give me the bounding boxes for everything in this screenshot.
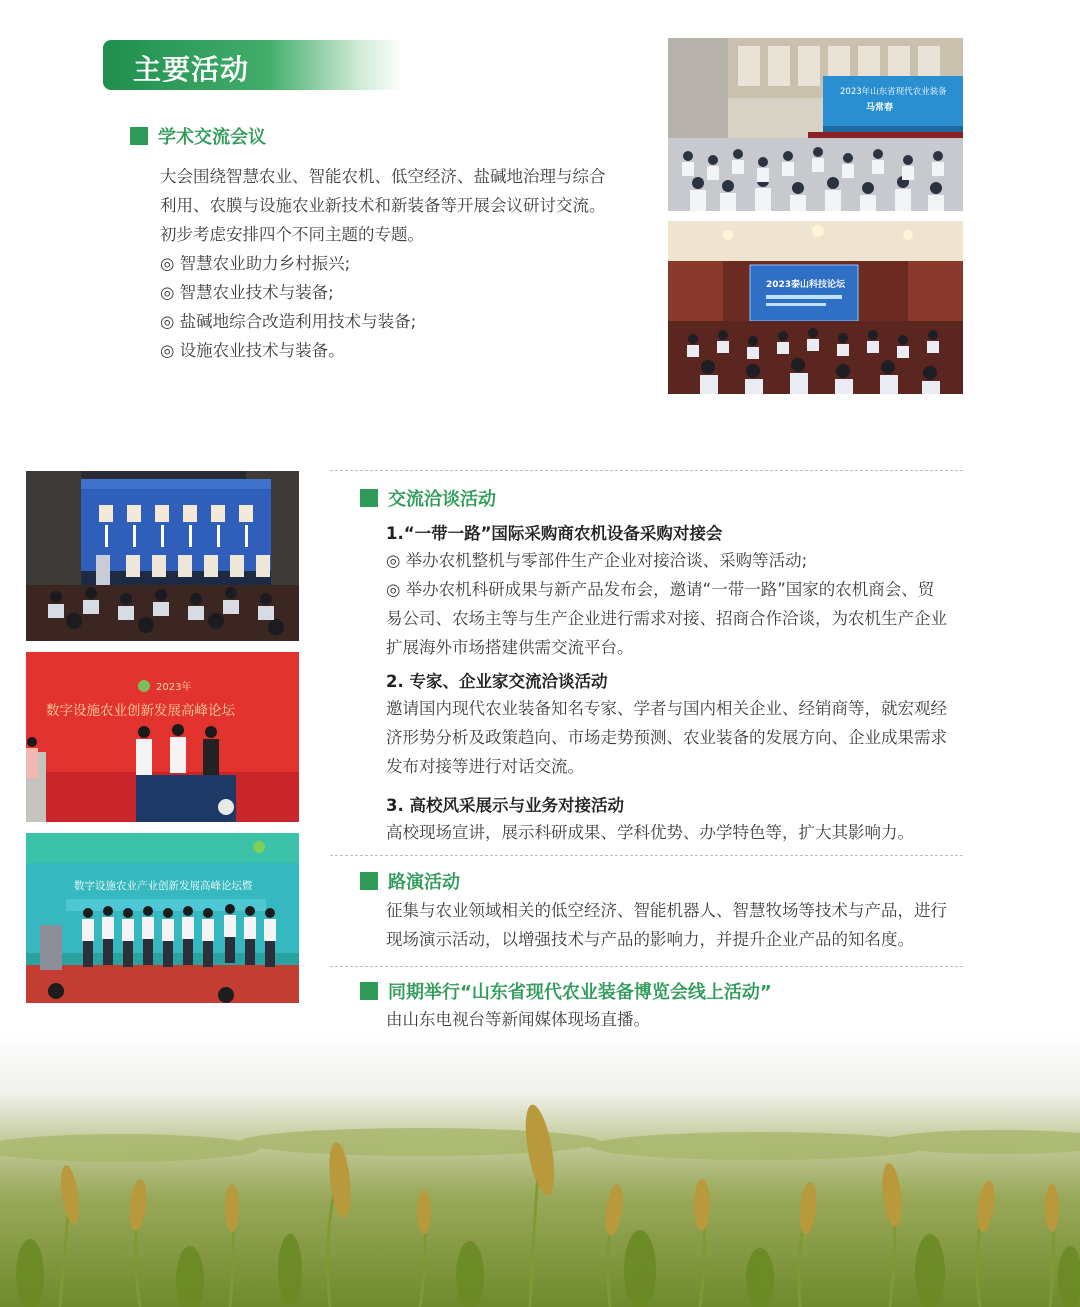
page-title: 主要活动 [133, 53, 250, 86]
exchange-item1-line: 扩展海外市场搭建供需交流平台。 [386, 638, 634, 657]
screen-year: 2023年 [156, 682, 192, 693]
academic-line: 大会围绕智慧农业、智能农机、低空经济、盐碱地治理与综合 [160, 167, 606, 186]
exchange-item3-line: 高校现场宣讲，展示科研成果、学科优势、办学特色等，扩大其影响力。 [386, 823, 914, 842]
academic-line: 利用、农膜与设施农业新技术和新装备等开展会议研讨交流。 [160, 196, 606, 215]
wheat-field-image [0, 1030, 1080, 1307]
panel-photo-3 [26, 833, 299, 1003]
divider [330, 855, 963, 856]
screen-title: 数字设施农业创新发展高峰论坛 [46, 703, 235, 719]
roadshow-line: 征集与农业领域相关的低空经济、智能机器人、智慧牧场等技术与产品，进行 [386, 901, 947, 920]
academic-line: 初步考虑安排四个不同主题的专题。 [160, 225, 424, 244]
academic-bullet: ◎ 智慧农业技术与装备; [160, 283, 334, 302]
square-marker-icon [360, 982, 378, 1000]
academic-header [130, 123, 266, 149]
exchange-header [360, 485, 496, 511]
exchange-title: 交流洽谈活动 [388, 489, 496, 510]
square-marker-icon [130, 127, 148, 145]
exchange-item2-line: 发布对接等进行对话交流。 [386, 757, 584, 776]
screen-title: 2023年山东省现代农业装备 [840, 87, 947, 97]
panel-photo-2 [26, 652, 299, 822]
academic-bullet: ◎ 盐碱地综合改造利用技术与装备; [160, 312, 417, 331]
conference-photo-1 [668, 38, 963, 211]
exchange-item3-title: 3. 高校风采展示与业务对接活动 [386, 796, 624, 815]
roadshow-text [386, 896, 947, 954]
screen-speaker: 马常春 [866, 103, 894, 113]
roadshow-header [360, 868, 460, 894]
screen-title: 2023泰山科技论坛 [766, 280, 846, 290]
online-header [360, 978, 772, 1004]
screen-title: 数字设施农业产业创新发展高峰论坛暨 [74, 880, 253, 892]
roadshow-title: 路演活动 [388, 872, 460, 893]
online-title: 同期举行“山东省现代农业装备博览会线上活动” [388, 982, 772, 1003]
exchange-item1-line: 易公司、农场主等与生产企业进行需求对接、招商合作洽谈，为农机生产企业 [386, 609, 947, 628]
square-marker-icon [360, 872, 378, 890]
academic-bullet: ◎ 设施农业技术与装备。 [160, 341, 345, 360]
academic-text [160, 162, 606, 365]
online-line: 由山东电视台等新闻媒体现场直播。 [386, 1010, 650, 1029]
exchange-item3-text [386, 818, 914, 847]
conference-photo-2 [668, 221, 963, 394]
exchange-item2-line: 济形势分析及政策趋向、市场走势预测、农业装备的发展方向、企业成果需求 [386, 728, 947, 747]
divider [330, 470, 963, 471]
exchange-item1-line: ◎ 举办农机整机与零部件生产企业对接洽谈、采购等活动; [386, 551, 808, 570]
section-banner [103, 40, 403, 90]
panel-photo-1 [26, 471, 299, 641]
roadshow-line: 现场演示活动，以增强技术与产品的影响力，并提升企业产品的知名度。 [386, 930, 914, 949]
exchange-item2-title: 2. 专家、企业家交流洽谈活动 [386, 672, 608, 691]
academic-bullet: ◎ 智慧农业助力乡村振兴; [160, 254, 351, 273]
academic-title: 学术交流会议 [158, 127, 266, 148]
divider [330, 966, 963, 967]
exchange-item1-title: 1.“一带一路”国际采购商农机设备采购对接会 [386, 524, 723, 543]
square-marker-icon [360, 489, 378, 507]
exchange-item1-text [386, 546, 947, 662]
exchange-item2-text [386, 694, 947, 781]
exchange-item1-line: ◎ 举办农机科研成果与新产品发布会，邀请“一带一路”国家的农机商会、贸 [386, 580, 935, 599]
exchange-item2-line: 邀请国内现代农业装备知名专家、学者与国内相关企业、经销商等，就宏观经 [386, 699, 947, 718]
